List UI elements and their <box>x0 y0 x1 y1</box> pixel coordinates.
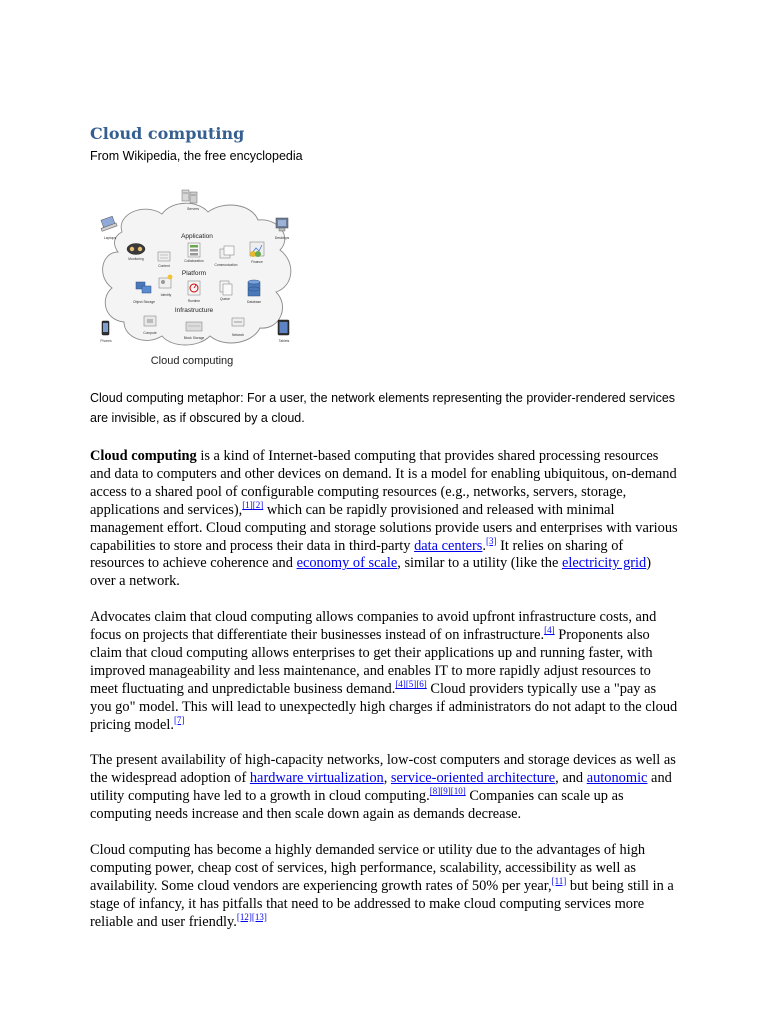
text: , similar to a utility (like the <box>397 555 562 572</box>
text: but being still in a stage of infancy, it has pitfalls that need to be addressed to make cloud computing services more reliable and user friendly. <box>90 877 674 930</box>
citation-group <box>552 876 567 886</box>
laptops-label: Laptops <box>103 236 117 240</box>
citation-4[interactable]: [4] <box>544 625 555 636</box>
link-economy-of-scale[interactable]: economy of scale <box>296 555 398 572</box>
text: Cloud computing has become a highly demanded service or utility due to the advantages of high computing power, cheap cost of services, high performance, scalability, accessibility as well as availability. Some cloud vendors are experiencing growth rates of 50% per year, <box>90 841 646 894</box>
text: Advocates claim that cloud computing allows companies to avoid upfront infrastructure costs, and focus on projects that differentiate their businesses instead of on infrastructure. <box>90 609 657 644</box>
text: which can be rapidly provisioned and released with minimal management effort. Cloud computing and storage solutions provide users and enterprises with various capabilities to store and process their data in third-party <box>90 501 678 554</box>
paragraph-2 <box>90 609 680 734</box>
citation-group <box>395 679 427 689</box>
application-layer-label: Application <box>181 233 213 240</box>
figure-caption: Cloud computing metaphor: For a user, the network elements representing the provider-rendered services are invisible, as if obscured by a cloud. <box>90 391 676 425</box>
phones-label: Phones <box>100 339 112 343</box>
diagram-title: Cloud computing <box>150 355 234 367</box>
citation-9[interactable]: [9] <box>440 786 451 797</box>
citation-2[interactable]: [2] <box>252 499 264 510</box>
text: ) over a network. <box>90 555 652 590</box>
citation-1[interactable]: [1] <box>242 499 253 510</box>
text: Companies can scale up as computing needs increase and then scale down again as demands decrease. <box>90 788 624 823</box>
finance-label: Finance <box>251 260 263 264</box>
citation-group <box>237 912 267 922</box>
paragraph-1 <box>90 448 680 591</box>
paragraph-4 <box>90 842 680 932</box>
runtime-icon <box>188 281 200 295</box>
text: . <box>482 537 487 554</box>
page-title: Cloud computing <box>90 124 245 143</box>
identity-label: Identity <box>160 293 172 297</box>
laptop-icon <box>101 216 117 231</box>
collaboration-label: Collaboration <box>184 259 204 263</box>
servers-label: Servers <box>186 207 200 211</box>
runtime-label: Runtime <box>187 299 201 303</box>
collaboration-icon <box>188 243 200 257</box>
citation-group <box>430 786 466 796</box>
text: Cloud providers typically use a "pay as you go" model. This will lead to unexpectedly high charges if administrators do not adapt to the cloud pricing model. <box>90 680 678 733</box>
network-icon <box>232 318 244 326</box>
citation-7[interactable]: [7] <box>173 714 185 725</box>
servers-icon <box>182 190 197 203</box>
text: is a kind of Internet-based computing that provides shared processing resources and data to computers and other devices on demand. It is a model for enabling ubiquitous, on-demand access to a shared pool of configurable computing resources (e.g., networks, servers, storage, applications and services), <box>90 448 677 518</box>
phone-icon <box>102 321 109 335</box>
citation-12[interactable]: [12] <box>236 911 252 922</box>
communication-label: Communication <box>214 263 238 267</box>
citation-5[interactable]: [5] <box>405 678 417 689</box>
text: It relies on sharing of resources to achieve coherence and <box>90 537 624 572</box>
text: , <box>383 770 391 787</box>
object-storage-label: Object Storage <box>133 300 155 304</box>
monitoring-icon <box>127 244 145 255</box>
link-service-oriented-architecture[interactable]: service-oriented architecture <box>390 770 556 787</box>
finance-icon <box>250 242 264 257</box>
citation-13[interactable]: [13] <box>251 911 267 922</box>
citation-8[interactable]: [8] <box>429 786 441 797</box>
network-label: Network <box>231 333 245 337</box>
block-storage-icon <box>186 322 202 331</box>
compute-icon <box>144 316 156 326</box>
citation-11[interactable]: [11] <box>551 875 567 886</box>
block-storage-label: Block Storage <box>183 336 205 340</box>
page-subtitle: From Wikipedia, the free encyclopedia <box>90 149 303 163</box>
compute-label: Compute <box>143 331 157 335</box>
text: The present availability of high-capacity networks, low-cost computers and storage devices as well as the widespread adoption of <box>90 752 676 787</box>
link-data-centers[interactable]: data centers <box>414 537 483 554</box>
database-icon <box>248 280 260 296</box>
bold-term: Cloud computing <box>90 448 197 464</box>
monitoring-label: Monitoring <box>128 257 144 261</box>
citation-group <box>486 536 497 546</box>
link-autonomic[interactable]: autonomic <box>586 770 648 787</box>
article-body <box>90 448 680 949</box>
cloud-computing-diagram <box>92 188 308 370</box>
tablet-icon <box>278 320 289 335</box>
platform-layer-label: Platform <box>181 270 207 277</box>
citation-group <box>174 715 185 725</box>
infrastructure-layer-label: Infrastructure <box>174 307 214 314</box>
link-hardware-virtualization[interactable]: hardware virtualization <box>249 770 384 787</box>
text: Proponents also claim that cloud computing allows enterprises to get their applications up and running faster, with improved manageability and less maintenance, and enables IT to more rapidly adjust resources to meet fluctuating and unpredictable business demand. <box>90 627 653 697</box>
text: and utility computing have led to a growth in cloud computing. <box>90 770 672 805</box>
citation-group <box>544 625 555 635</box>
citation-6[interactable]: [6] <box>416 678 427 689</box>
tablets-label: Tablets <box>278 339 290 343</box>
text: , and <box>555 770 587 787</box>
citation-4[interactable]: [4] <box>395 678 406 689</box>
database-label: Database <box>246 300 262 304</box>
citation-10[interactable]: [10] <box>450 786 466 797</box>
link-electricity-grid[interactable]: electricity grid <box>561 555 647 572</box>
queue-label: Queue <box>220 297 230 301</box>
content-icon <box>158 252 170 261</box>
desktops-label: Desktops <box>274 236 290 240</box>
paragraph-3 <box>90 752 680 824</box>
citation-group <box>242 500 263 510</box>
citation-3[interactable]: [3] <box>486 535 497 546</box>
content-label: Content <box>158 264 170 268</box>
